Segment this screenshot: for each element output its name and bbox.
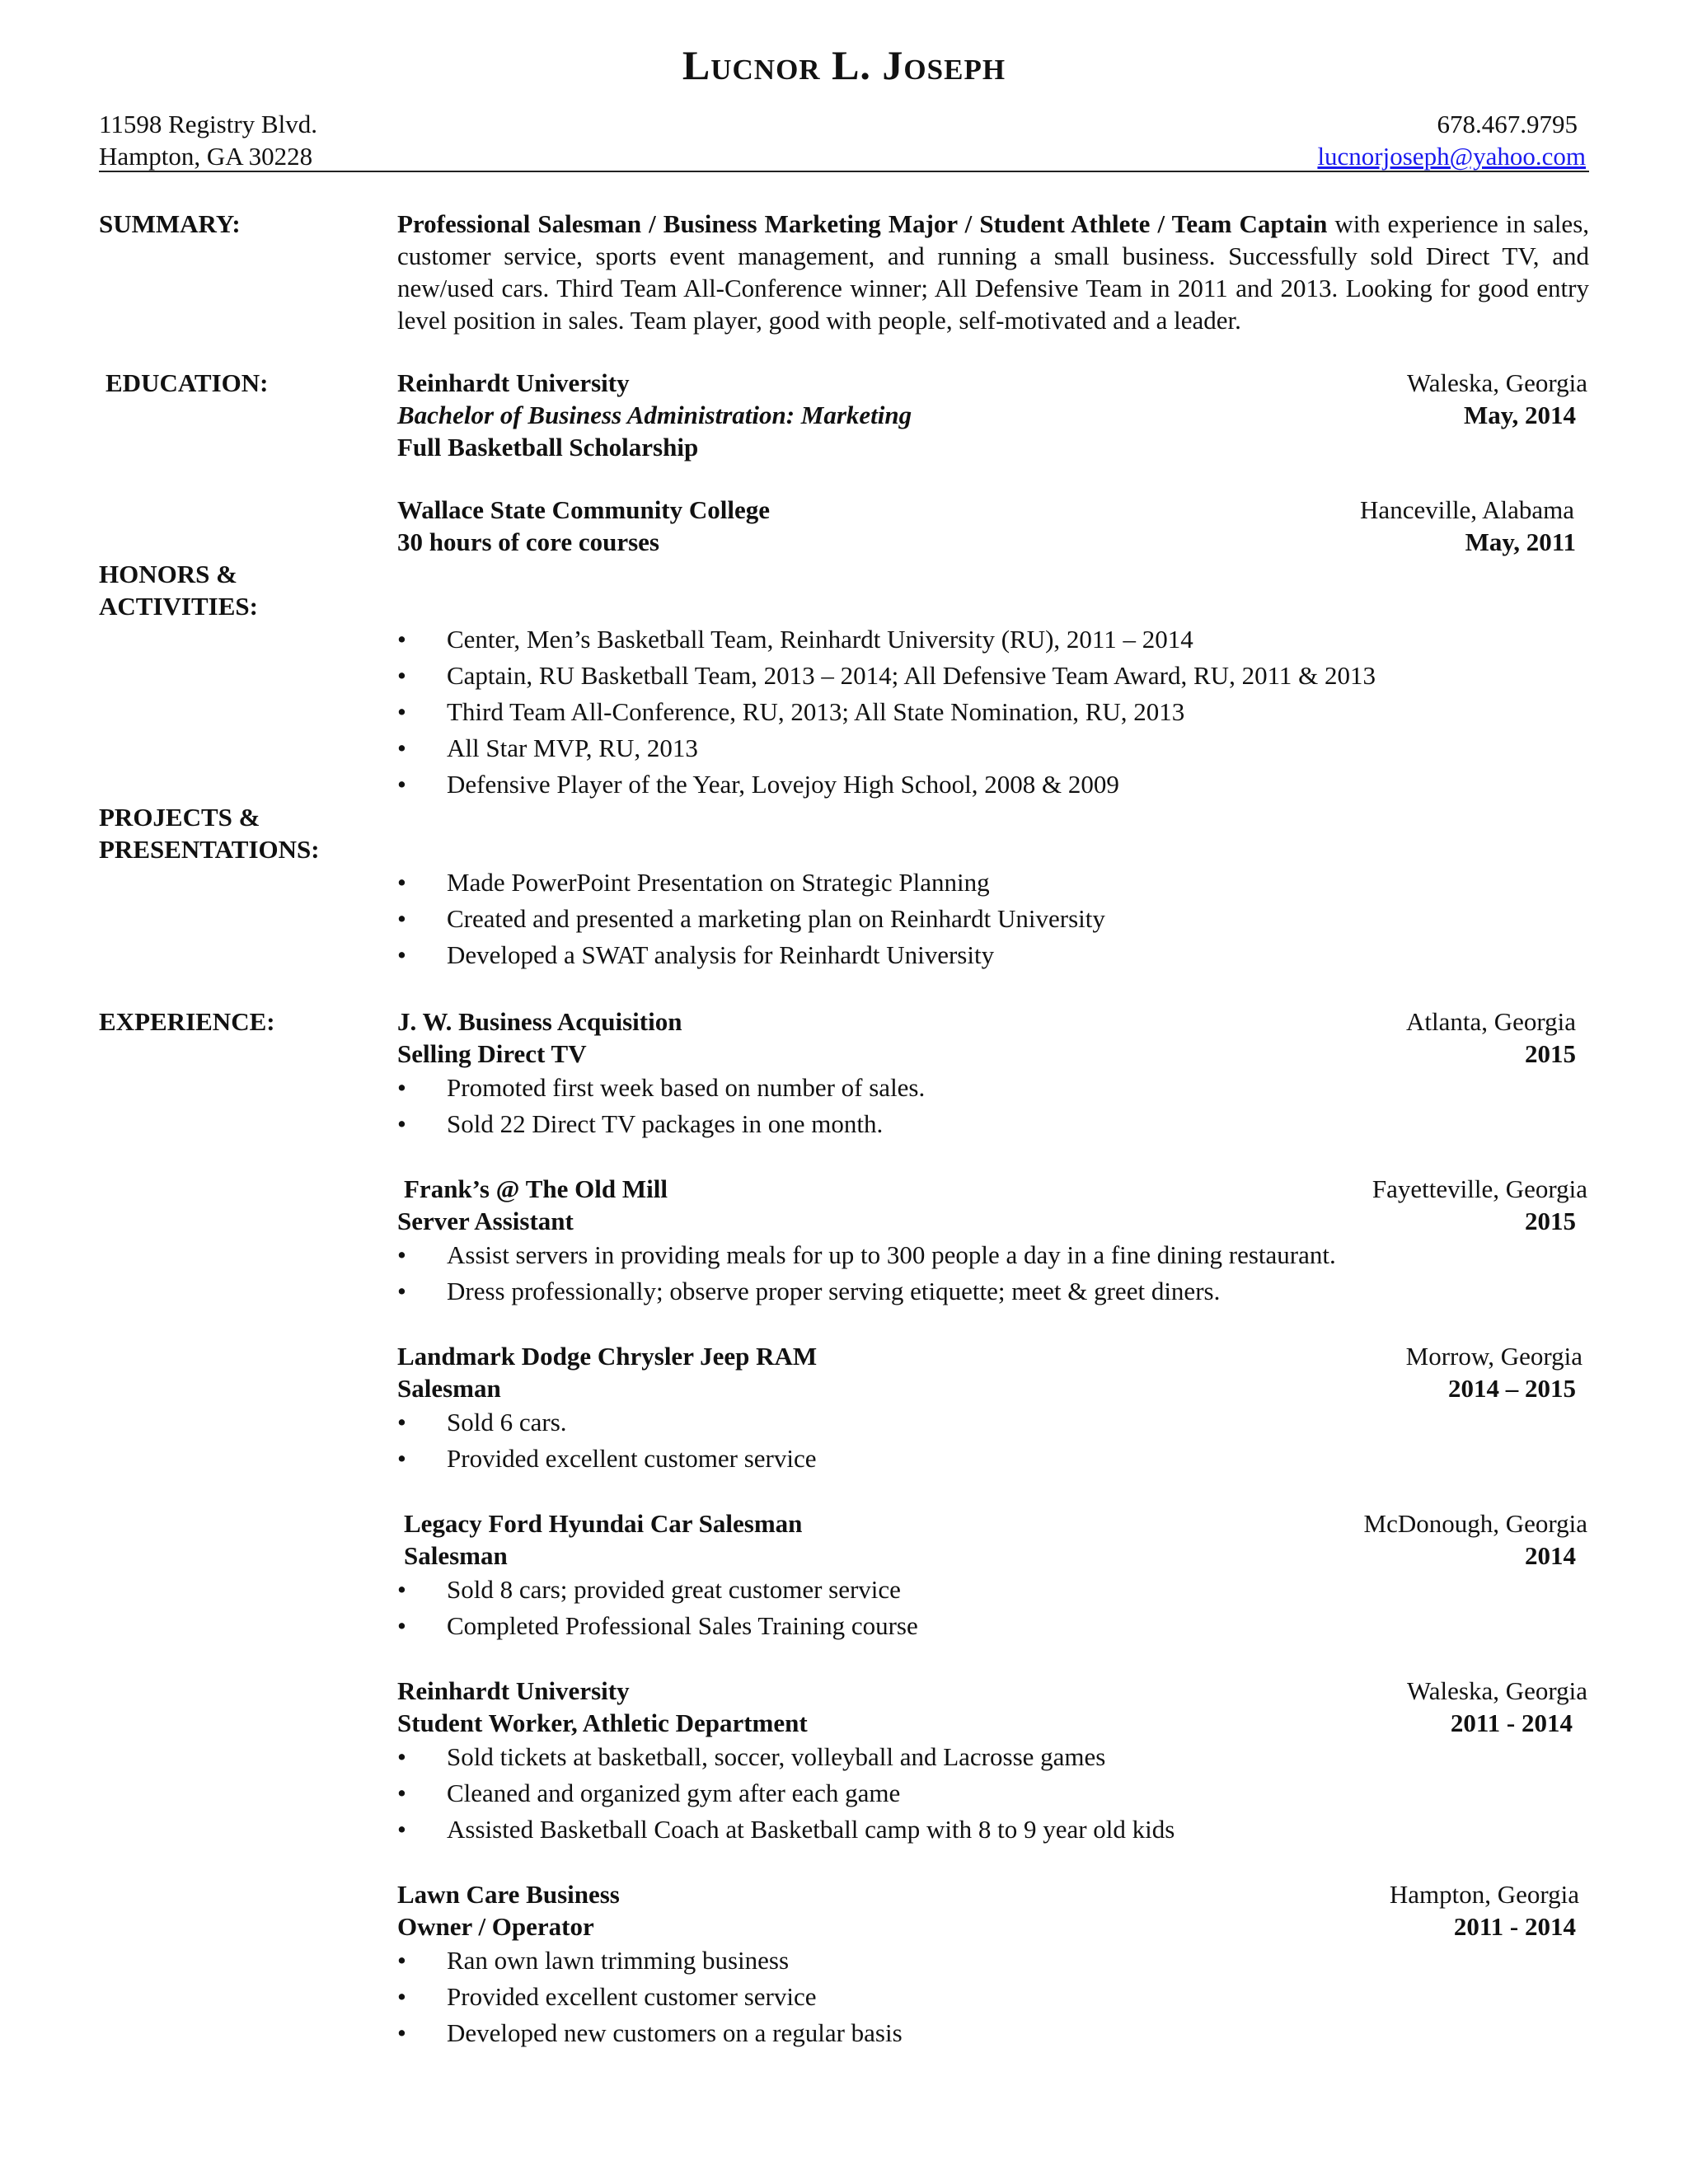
list-item: • Ran own lawn trimming business: [397, 1943, 1589, 1979]
school-row: [397, 367, 1589, 399]
education-section: [397, 367, 1589, 558]
list-item: • Developed new customers on a regular basis: [397, 2015, 1589, 2051]
phone-number: 678.467.9795: [1437, 110, 1578, 138]
list-item: • Captain, RU Basketball Team, 2013 – 2014; All Defensive Team Award, RU, 2011 & 2013: [397, 658, 1589, 694]
school-row: [397, 494, 1589, 526]
list-item: • Made PowerPoint Presentation on Strategic Planning: [397, 865, 1589, 901]
list-item: • Assist servers in providing meals for up to 300 people a day in a fine dining restaurant.: [397, 1237, 1589, 1273]
job-date: 2011 - 2014: [1450, 1708, 1573, 1737]
list-item: • Sold 22 Direct TV packages in one month.: [397, 1106, 1589, 1142]
address-line-2: Hampton, GA 30228: [99, 142, 313, 171]
contact-block: [1317, 108, 1586, 172]
list-item: • Completed Professional Sales Training course: [397, 1608, 1589, 1644]
school-name: Reinhardt University: [397, 368, 630, 397]
job-entry: [397, 1878, 1589, 2051]
employer-name: Legacy Ford Hyundai Car Salesman: [404, 1509, 803, 1538]
job-entry: [397, 1507, 1589, 1644]
address-line-1: 11598 Registry Blvd.: [99, 110, 317, 138]
honors-label: [99, 558, 258, 622]
job-date: 2011 - 2014: [1453, 1912, 1576, 1941]
list-item: • Defensive Player of the Year, Lovejoy High School, 2008 & 2009: [397, 766, 1589, 803]
job-location: Morrow, Georgia: [1405, 1342, 1582, 1371]
list-item: • Provided excellent customer service: [397, 1979, 1589, 2015]
scholarship: Full Basketball Scholarship: [397, 433, 699, 462]
summary-text: [397, 208, 1589, 336]
degree: Bachelor of Business Administration: Marketing: [397, 401, 912, 429]
list-item: • Third Team All-Conference, RU, 2013; All State Nomination, RU, 2013: [397, 694, 1589, 730]
list-item: • All Star MVP, RU, 2013: [397, 730, 1589, 766]
scholarship-row: [397, 431, 1589, 463]
job-location: Hampton, Georgia: [1389, 1880, 1579, 1909]
list-item: • Dress professionally; observe proper serving etiquette; meet & greet diners.: [397, 1273, 1589, 1310]
job-title: Salesman: [404, 1541, 508, 1570]
job-date: 2015: [1525, 1039, 1576, 1068]
employer-name: Landmark Dodge Chrysler Jeep RAM: [397, 1342, 818, 1371]
projects-label-line: PRESENTATIONS:: [99, 835, 320, 864]
job-title: Server Assistant: [397, 1207, 574, 1235]
list-item: • Sold 8 cars; provided great customer service: [397, 1572, 1589, 1608]
email-link[interactable]: lucnorjoseph@yahoo.com: [1317, 142, 1586, 171]
list-item: • Assisted Basketball Coach at Basketball camp with 8 to 9 year old kids: [397, 1811, 1589, 1848]
summary-label: SUMMARY:: [99, 209, 241, 238]
job-date: 2014: [1525, 1541, 1576, 1570]
projects-label: [99, 801, 320, 865]
job-title: Owner / Operator: [397, 1912, 594, 1941]
honors-label-line: HONORS &: [99, 560, 237, 588]
school-location: Hanceville, Alabama: [1360, 495, 1574, 524]
summary-lead: Professional Salesman / Business Marketing Major / Student Athlete / Team Captain: [397, 209, 1328, 238]
job-entry: [397, 1173, 1589, 1310]
header-divider: [99, 171, 1589, 172]
summary-section: [397, 208, 1589, 336]
degree-row: [397, 399, 1589, 431]
job-location: Atlanta, Georgia: [1405, 1007, 1576, 1036]
job-date: 2015: [1525, 1207, 1576, 1235]
job-entry: [397, 1005, 1589, 1142]
summary-body: with experience in sales, customer service, sports event management, and running a small business. Successfully sold Direct TV, and new/used cars. Third Team All-Conference winner; All Defensive Team in 2011 and 2013. Looking for good entry level position in sales. Team player, good with people, self-motivated and a leader.: [397, 209, 1590, 335]
projects-section: [397, 865, 1589, 973]
job-entry: [397, 1675, 1589, 1848]
honors-section: [397, 621, 1589, 803]
list-item: • Created and presented a marketing plan on Reinhardt University: [397, 901, 1589, 937]
employer-name: J. W. Business Acquisition: [397, 1007, 682, 1036]
employer-name: Reinhardt University: [397, 1676, 630, 1705]
job-date: 2014 – 2015: [1448, 1374, 1576, 1403]
degree: 30 hours of core courses: [397, 527, 659, 556]
employer-name: Lawn Care Business: [397, 1880, 620, 1909]
degree-date: May, 2011: [1465, 527, 1576, 556]
address-block: [99, 108, 317, 172]
job-location: Fayetteville, Georgia: [1372, 1174, 1587, 1203]
degree-date: May, 2014: [1463, 401, 1576, 429]
list-item: • Provided excellent customer service: [397, 1441, 1589, 1477]
job-location: Waleska, Georgia: [1406, 1676, 1587, 1705]
degree-row: [397, 526, 1589, 558]
school-location: Waleska, Georgia: [1406, 368, 1587, 397]
list-item: • Sold tickets at basketball, soccer, volleyball and Lacrosse games: [397, 1739, 1589, 1775]
list-item: • Developed a SWAT analysis for Reinhardt University: [397, 937, 1589, 973]
experience-label: EXPERIENCE:: [99, 1007, 275, 1036]
job-location: McDonough, Georgia: [1363, 1509, 1587, 1538]
school-name: Wallace State Community College: [397, 495, 771, 524]
list-item: • Sold 6 cars.: [397, 1404, 1589, 1441]
job-entry: [397, 1340, 1589, 1477]
resume-name: Lucnor L. Joseph: [682, 42, 1006, 88]
job-title: Student Worker, Athletic Department: [397, 1708, 808, 1737]
honors-label-line: ACTIVITIES:: [99, 592, 258, 621]
education-label: EDUCATION:: [106, 368, 269, 397]
employer-name: Frank’s @ The Old Mill: [404, 1174, 668, 1203]
projects-label-line: PROJECTS &: [99, 803, 260, 832]
job-title: Salesman: [397, 1374, 501, 1403]
job-title: Selling Direct TV: [397, 1039, 587, 1068]
list-item: • Center, Men’s Basketball Team, Reinhardt University (RU), 2011 – 2014: [397, 621, 1589, 658]
list-item: • Cleaned and organized gym after each game: [397, 1775, 1589, 1811]
list-item: • Promoted first week based on number of sales.: [397, 1070, 1589, 1106]
